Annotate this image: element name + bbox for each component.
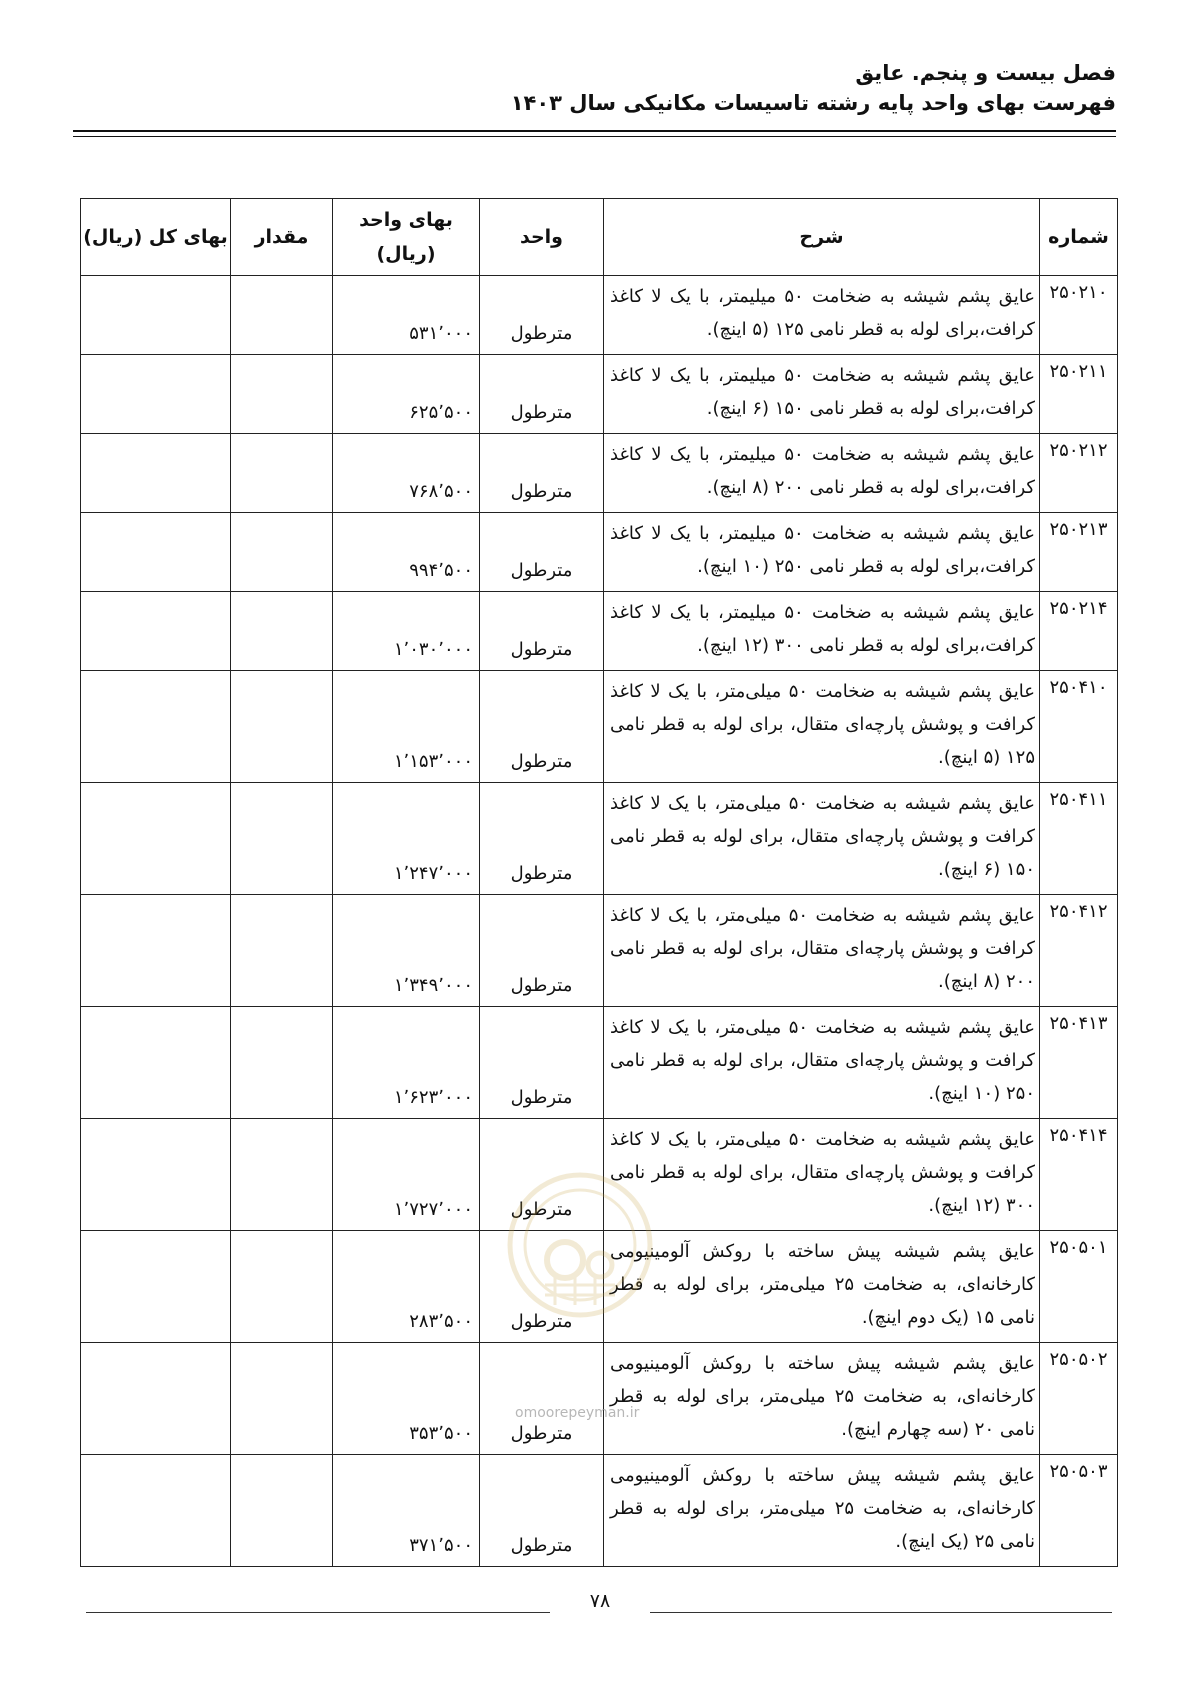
table-row — [81, 671, 1118, 783]
table-row — [81, 1343, 1118, 1455]
price-table — [80, 198, 1118, 1567]
item-total-price — [81, 355, 231, 434]
item-quantity — [231, 895, 333, 1007]
item-unit-price: ۳۵۳٬۵۰۰ — [333, 1343, 480, 1455]
item-unit-price: ۱٬۶۲۳٬۰۰۰ — [333, 1007, 480, 1119]
footer-rule-right — [650, 1612, 1112, 1613]
footer-rule-left — [86, 1612, 550, 1613]
item-number: ۲۵۰۴۱۲ — [1040, 895, 1118, 1007]
item-total-price — [81, 1007, 231, 1119]
item-quantity — [231, 592, 333, 671]
table-row — [81, 783, 1118, 895]
item-unit-price: ۱٬۷۲۷٬۰۰۰ — [333, 1119, 480, 1231]
item-total-price — [81, 895, 231, 1007]
item-unit: مترطول — [480, 1231, 604, 1343]
item-total-price — [81, 276, 231, 355]
item-description: عایق پشم شیشه پیش ساخته با روکش آلومینیومی کارخانه‌ای، به ضخامت ۲۵ میلی‌متر، برای لوله به قطر نامی ۲۰ (سه چهارم اینچ). — [604, 1343, 1040, 1455]
item-number: ۲۵۰۲۱۳ — [1040, 513, 1118, 592]
chapter-title: فصل بیست و پنجم. عایق — [855, 61, 1116, 85]
table-row — [81, 592, 1118, 671]
item-description: عایق پشم شیشه به ضخامت ۵۰ میلی‌متر، با یک لا کاغذ کرافت و پوشش پارچه‌ای متقال، برای لوله به قطر نامی ۱۵۰ (۶ اینچ). — [604, 783, 1040, 895]
item-number: ۲۵۰۲۱۲ — [1040, 434, 1118, 513]
item-unit: مترطول — [480, 592, 604, 671]
item-total-price — [81, 671, 231, 783]
item-description: عایق پشم شیشه به ضخامت ۵۰ میلیمتر، با یک لا کاغذ کرافت،برای لوله به قطر نامی ۲۰۰ (۸ اینچ). — [604, 434, 1040, 513]
item-description: عایق پشم شیشه به ضخامت ۵۰ میلیمتر، با یک لا کاغذ کرافت،برای لوله به قطر نامی ۱۵۰ (۶ اینچ). — [604, 355, 1040, 434]
item-number: ۲۵۰۴۱۴ — [1040, 1119, 1118, 1231]
item-unit-price: ۱٬۰۳۰٬۰۰۰ — [333, 592, 480, 671]
item-unit: مترطول — [480, 1455, 604, 1567]
item-number: ۲۵۰۵۰۳ — [1040, 1455, 1118, 1567]
item-number: ۲۵۰۵۰۱ — [1040, 1231, 1118, 1343]
item-unit-price: ۱٬۲۴۷٬۰۰۰ — [333, 783, 480, 895]
table-row — [81, 276, 1118, 355]
watermark-url: omoorepeyman.ir — [515, 1405, 640, 1421]
item-quantity — [231, 1455, 333, 1567]
item-total-price — [81, 1119, 231, 1231]
item-quantity — [231, 1231, 333, 1343]
item-quantity — [231, 513, 333, 592]
page-number: ۷۸ — [589, 1590, 611, 1612]
item-description: عایق پشم شیشه به ضخامت ۵۰ میلیمتر، با یک لا کاغذ کرافت،برای لوله به قطر نامی ۲۵۰ (۱۰ اینچ). — [604, 513, 1040, 592]
item-unit: مترطول — [480, 783, 604, 895]
item-total-price — [81, 1231, 231, 1343]
item-description: عایق پشم شیشه به ضخامت ۵۰ میلیمتر، با یک لا کاغذ کرافت،برای لوله به قطر نامی ۳۰۰ (۱۲ اینچ). — [604, 592, 1040, 671]
item-quantity — [231, 783, 333, 895]
table-row — [81, 355, 1118, 434]
col-header-description: شرح — [604, 199, 1040, 276]
item-total-price — [81, 783, 231, 895]
document-title: فهرست بهای واحد پایه رشته تاسیسات مکانیکی سال ۱۴۰۳ — [510, 91, 1116, 115]
item-unit-price: ۵۳۱٬۰۰۰ — [333, 276, 480, 355]
watermark-logo — [505, 1165, 655, 1335]
item-unit: مترطول — [480, 671, 604, 783]
item-description: عایق پشم شیشه به ضخامت ۵۰ میلی‌متر، با یک لا کاغذ کرافت و پوشش پارچه‌ای متقال، برای لوله به قطر نامی ۳۰۰ (۱۲ اینچ). — [604, 1119, 1040, 1231]
item-description: عایق پشم شیشه پیش ساخته با روکش آلومینیومی کارخانه‌ای، به ضخامت ۲۵ میلی‌متر، برای لوله به قطر نامی ۱۵ (یک دوم اینچ). — [604, 1231, 1040, 1343]
item-unit-price: ۳۷۱٬۵۰۰ — [333, 1455, 480, 1567]
item-number: ۲۵۰۴۱۱ — [1040, 783, 1118, 895]
table-row — [81, 513, 1118, 592]
item-quantity — [231, 434, 333, 513]
item-number: ۲۵۰۲۱۴ — [1040, 592, 1118, 671]
item-quantity — [231, 1007, 333, 1119]
item-unit-price: ۲۸۳٬۵۰۰ — [333, 1231, 480, 1343]
item-quantity — [231, 276, 333, 355]
item-total-price — [81, 1455, 231, 1567]
item-unit: مترطول — [480, 276, 604, 355]
item-number: ۲۵۰۲۱۰ — [1040, 276, 1118, 355]
table-row — [81, 895, 1118, 1007]
item-description: عایق پشم شیشه به ضخامت ۵۰ میلی‌متر، با یک لا کاغذ کرافت و پوشش پارچه‌ای متقال، برای لوله به قطر نامی ۲۵۰ (۱۰ اینچ). — [604, 1007, 1040, 1119]
item-description: عایق پشم شیشه به ضخامت ۵۰ میلیمتر، با یک لا کاغذ کرافت،برای لوله به قطر نامی ۱۲۵ (۵ اینچ). — [604, 276, 1040, 355]
table-header-row — [81, 199, 1118, 276]
col-header-number: شماره — [1040, 199, 1118, 276]
header-rule-thick — [73, 130, 1116, 132]
item-description: عایق پشم شیشه به ضخامت ۵۰ میلی‌متر، با یک لا کاغذ کرافت و پوشش پارچه‌ای متقال، برای لوله به قطر نامی ۲۰۰ (۸ اینچ). — [604, 895, 1040, 1007]
item-unit-price: ۹۹۴٬۵۰۰ — [333, 513, 480, 592]
col-header-total-price: بهای کل (ریال) — [81, 199, 231, 276]
item-unit-price: ۱٬۳۴۹٬۰۰۰ — [333, 895, 480, 1007]
item-unit: مترطول — [480, 434, 604, 513]
item-unit: مترطول — [480, 1007, 604, 1119]
header-rule-thin — [73, 136, 1116, 137]
col-header-quantity: مقدار — [231, 199, 333, 276]
item-unit-price: ۷۶۸٬۵۰۰ — [333, 434, 480, 513]
item-description: عایق پشم شیشه به ضخامت ۵۰ میلی‌متر، با یک لا کاغذ کرافت و پوشش پارچه‌ای متقال، برای لوله به قطر نامی ۱۲۵ (۵ اینچ). — [604, 671, 1040, 783]
table-row — [81, 1007, 1118, 1119]
item-unit: مترطول — [480, 513, 604, 592]
item-total-price — [81, 513, 231, 592]
table-row — [81, 1455, 1118, 1567]
item-unit: مترطول — [480, 355, 604, 434]
col-header-unit-price: بهای واحد (ریال) — [333, 199, 480, 276]
item-total-price — [81, 1343, 231, 1455]
item-number: ۲۵۰۲۱۱ — [1040, 355, 1118, 434]
col-header-unit: واحد — [480, 199, 604, 276]
table-row — [81, 434, 1118, 513]
item-quantity — [231, 1343, 333, 1455]
item-quantity — [231, 1119, 333, 1231]
item-total-price — [81, 434, 231, 513]
item-number: ۲۵۰۴۱۳ — [1040, 1007, 1118, 1119]
item-quantity — [231, 355, 333, 434]
page-header — [511, 58, 1116, 118]
item-total-price — [81, 592, 231, 671]
item-quantity — [231, 671, 333, 783]
item-unit-price: ۶۲۵٬۵۰۰ — [333, 355, 480, 434]
item-unit: مترطول — [480, 895, 604, 1007]
item-description: عایق پشم شیشه پیش ساخته با روکش آلومینیومی کارخانه‌ای، به ضخامت ۲۵ میلی‌متر، برای لوله به قطر نامی ۲۵ (یک اینچ). — [604, 1455, 1040, 1567]
item-unit-price: ۱٬۱۵۳٬۰۰۰ — [333, 671, 480, 783]
item-number: ۲۵۰۵۰۲ — [1040, 1343, 1118, 1455]
item-number: ۲۵۰۴۱۰ — [1040, 671, 1118, 783]
item-unit: مترطول — [480, 1119, 604, 1231]
item-unit: مترطول — [480, 1343, 604, 1455]
